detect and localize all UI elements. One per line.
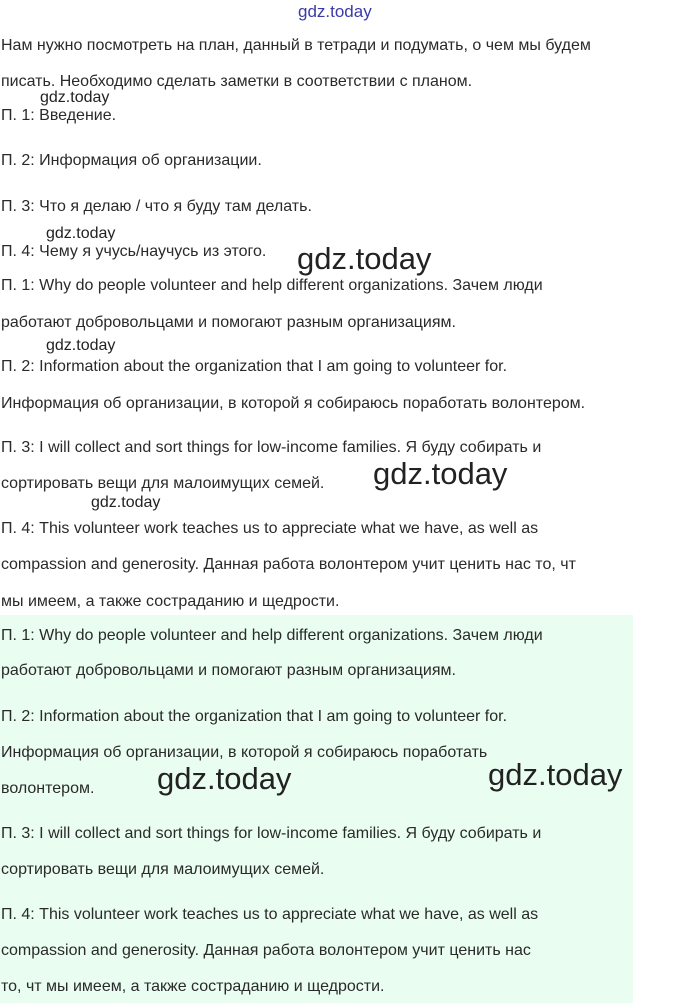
- answer2-line-3: П. 2: Information about the organization that I am going to volunteer for.: [1, 708, 508, 725]
- answer2-line-5: волонтером.: [1, 780, 95, 797]
- answer2-line-1: П. 1: Why do people volunteer and help different organizations. Зачем люди: [1, 627, 543, 644]
- answer1-line-6: сортировать вещи для малоимущих семей.: [1, 475, 325, 492]
- watermark-small-4: gdz.today: [91, 494, 161, 511]
- answer2-line-6: П. 3: I will collect and sort things for low-income families. Я буду собирать и: [1, 825, 542, 842]
- plan-item-3: П. 3: Что я делаю / что я буду там делать.: [1, 198, 312, 215]
- answer1-line-1: П. 1: Why do people volunteer and help different organizations. Зачем люди: [1, 277, 543, 294]
- answer1-line-3: П. 2: Information about the organization that I am going to volunteer for.: [1, 358, 508, 375]
- watermark-top: gdz.today: [298, 2, 372, 21]
- answer1-line-5: П. 3: I will collect and sort things for low-income families. Я буду собирать и: [1, 439, 542, 456]
- plan-item-1: П. 1: Введение.: [1, 107, 117, 124]
- answer1-line-2: работают добровольцами и помогают разным организациям.: [1, 314, 456, 331]
- answer2-line-9: compassion and generosity. Данная работа волонтером учит ценить нас: [1, 942, 531, 959]
- watermark-large-1: gdz.today: [297, 241, 432, 276]
- watermark-small-2: gdz.today: [46, 225, 116, 242]
- answer2-line-2: работают добровольцами и помогают разным организациям.: [1, 662, 456, 679]
- plan-item-4: П. 4: Чему я учусь/научусь из этого.: [1, 243, 267, 260]
- watermark-small-1: gdz.today: [40, 89, 110, 106]
- answer2-line-4: Информация об организации, в которой я собираюсь поработать: [1, 744, 488, 761]
- answer1-line-7: П. 4: This volunteer work teaches us to appreciate what we have, as well as: [1, 520, 539, 537]
- watermark-large-2: gdz.today: [373, 456, 508, 491]
- answer1-line-9: мы имеем, а также состраданию и щедрости.: [1, 593, 340, 610]
- answer2-line-8: П. 4: This volunteer work teaches us to appreciate what we have, as well as: [1, 906, 539, 923]
- intro-line-2: писать. Необходимо сделать заметки в соответствии с планом.: [1, 73, 473, 90]
- answer1-line-4: Информация об организации, в которой я собираюсь поработать волонтером.: [1, 395, 586, 412]
- watermark-small-3: gdz.today: [46, 337, 116, 354]
- watermark-large-3: gdz.today: [157, 761, 292, 796]
- plan-item-2: П. 2: Информация об организации.: [1, 152, 262, 169]
- watermark-large-4: gdz.today: [488, 757, 623, 792]
- answer2-line-7: сортировать вещи для малоимущих семей.: [1, 861, 325, 878]
- answer2-line-10: то, чт мы имеем, а также состраданию и щедрости.: [1, 978, 385, 995]
- answer1-line-8: compassion and generosity. Данная работа волонтером учит ценить нас то, чт: [1, 556, 576, 573]
- intro-line-1: Нам нужно посмотреть на план, данный в тетради и подумать, о чем мы будем: [1, 37, 591, 54]
